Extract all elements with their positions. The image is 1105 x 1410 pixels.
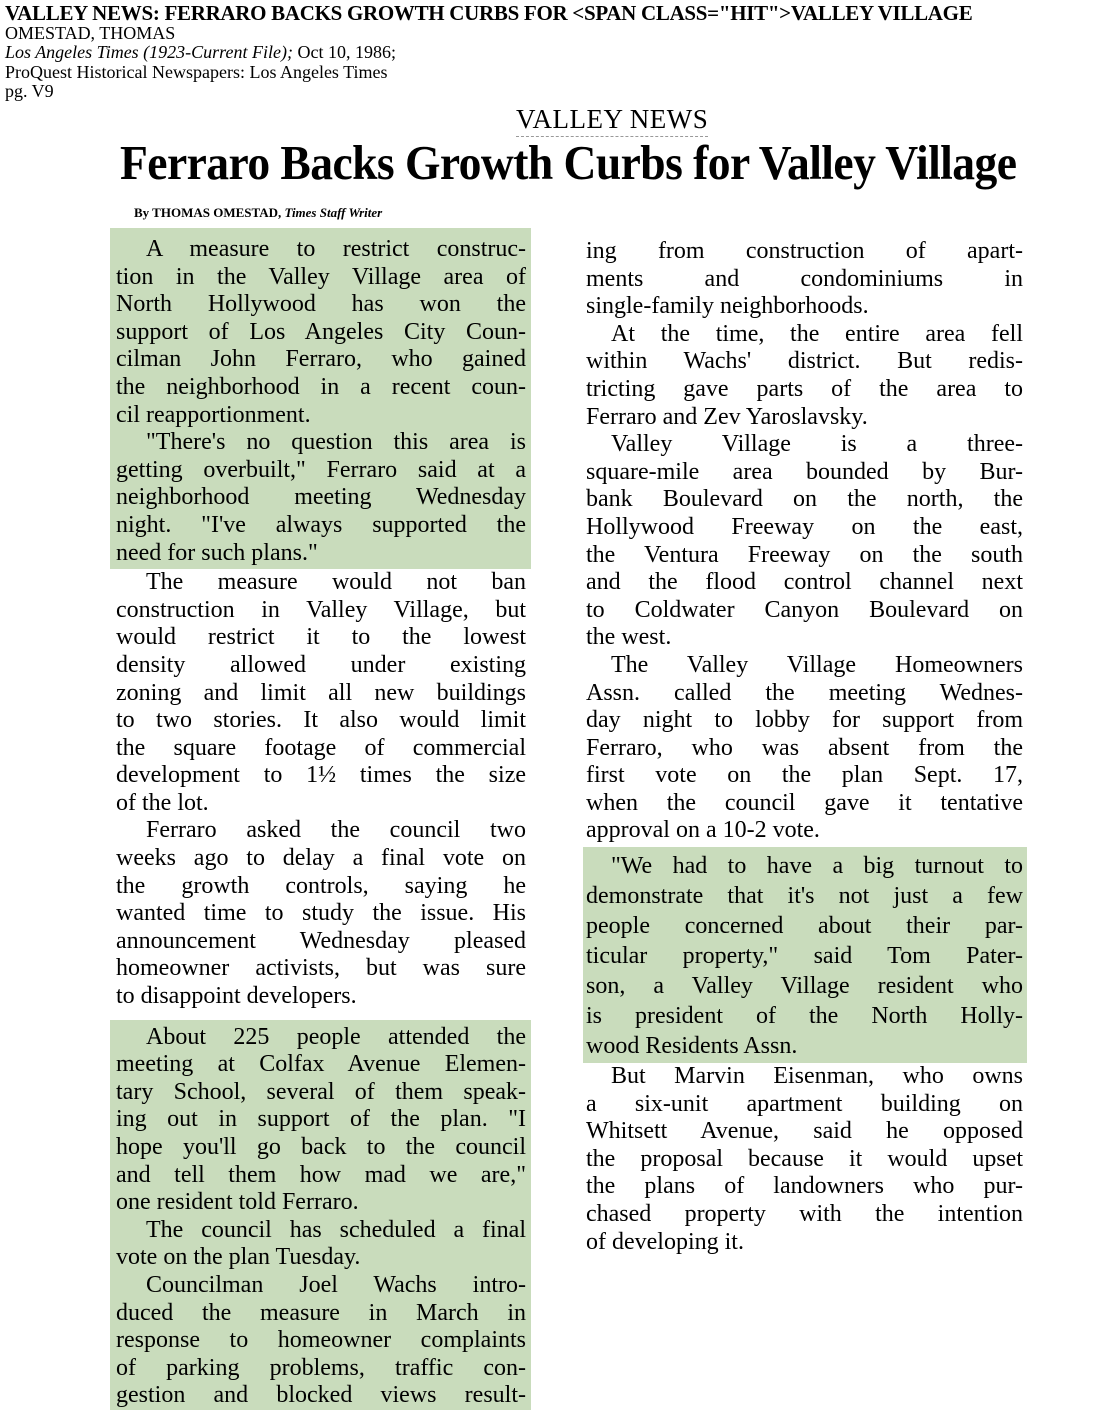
text-line: support of Los Angeles City Coun- [116, 318, 526, 345]
text-line: homeowner activists, but was sure [116, 955, 526, 982]
text-line: Ferraro and Zev Yaroslavsky. [586, 403, 868, 430]
paragraph [583, 851, 1027, 1061]
author: OMESTAD, THOMAS [5, 22, 176, 43]
text-line: tion in the Valley Village area of [116, 263, 526, 290]
text-line: tricting gave parts of the area to [586, 375, 1023, 402]
text-line: The council has scheduled a final [146, 1216, 526, 1243]
text-line: Hollywood Freeway on the east, [586, 513, 1023, 540]
text-line: the west. [586, 624, 672, 651]
text-line: The measure would not ban [146, 569, 526, 596]
text-line: when the council gave it tentative [586, 789, 1023, 816]
article-column-left [110, 228, 531, 1410]
text-line: of parking problems, traffic con- [116, 1354, 526, 1381]
text-line: A measure to restrict construc- [146, 236, 526, 262]
paragraph [583, 321, 1027, 431]
text-line: one resident told Ferraro. [116, 1189, 359, 1216]
document-title: VALLEY NEWS: FERRARO BACKS GROWTH CURBS FOR <SPAN CLASS="HIT">VALLEY VILLAGE [5, 1, 973, 25]
text-line: square-mile area bounded by Bur- [586, 458, 1023, 485]
text-line: Councilman Joel Wachs intro- [146, 1271, 526, 1298]
publication: Los Angeles Times (1923-Current File); [5, 42, 293, 62]
text-line: density allowed under existing [116, 651, 526, 678]
text-line: Whitsett Avenue, said he opposed [586, 1118, 1023, 1145]
text-line: The Valley Village Homeowners [611, 651, 1023, 678]
text-line: duced the measure in March in [116, 1299, 526, 1326]
byline [134, 205, 382, 221]
byline-name: By THOMAS OMESTAD, [134, 205, 282, 220]
text-line: bank Boulevard on the north, the [586, 486, 1023, 513]
text-line: and the flood control channel next [586, 569, 1023, 596]
text-line: "There's no question this area is [146, 429, 526, 456]
paragraph [110, 569, 531, 817]
text-line: day night to lobby for support from [586, 707, 1023, 734]
paragraph [110, 817, 531, 1010]
text-line: demonstrate that it's not just a few [586, 883, 1023, 910]
text-line: the proposal because it would upset [586, 1145, 1023, 1172]
text-line: ments and condominiums in [586, 265, 1023, 292]
headline: Ferraro Backs Growth Curbs for Valley Village [120, 135, 1017, 190]
paragraph [110, 236, 531, 429]
text-line: the Ventura Freeway on the south [586, 541, 1023, 568]
page-number: pg. V9 [5, 81, 54, 101]
text-line: need for such plans." [116, 539, 318, 566]
text-line: the square footage of commercial [116, 734, 526, 761]
text-line: hope you'll go back to the council [116, 1134, 526, 1160]
text-line: ing from construction of apart- [586, 238, 1023, 264]
text-line: of developing it. [586, 1228, 744, 1255]
text-line: the growth controls, saying he [116, 872, 526, 899]
text-line: the plans of landowners who pur- [586, 1173, 1023, 1200]
text-line: a six-unit apartment building on [586, 1090, 1023, 1117]
text-line: At the time, the entire area fell [611, 320, 1023, 347]
text-line: wood Residents Assn. [586, 1033, 798, 1060]
text-line: ticular property," said Tom Pater- [586, 943, 1023, 970]
highlighted-passage [110, 228, 531, 569]
text-line: son, a Valley Village resident who [586, 973, 1023, 1000]
text-line: to Coldwater Canyon Boulevard on [586, 596, 1023, 623]
date: Oct 10, 1986; [297, 42, 396, 62]
article-column-right [583, 238, 1027, 1256]
text-line: tary School, several of them speak- [116, 1078, 526, 1105]
text-line: approval on a 10-2 vote. [586, 817, 820, 844]
text-line: cilman John Ferraro, who gained [116, 346, 526, 373]
text-line: single-family neighborhoods. [586, 293, 869, 320]
paragraph [110, 1024, 531, 1217]
text-line: construction in Valley Village, but [116, 596, 526, 623]
paragraph [110, 1217, 531, 1272]
text-line: the neighborhood in a recent coun- [116, 373, 526, 400]
text-line: "We had to have a big turnout to [611, 853, 1023, 880]
text-line: gestion and blocked views result- [116, 1382, 526, 1409]
database: ProQuest Historical Newspapers: Los Angeles Times [5, 61, 388, 82]
text-line: response to homeowner complaints [116, 1327, 526, 1354]
text-line: would restrict it to the lowest [116, 624, 526, 651]
text-line: is president of the North Holly- [586, 1003, 1023, 1030]
paragraph [583, 238, 1027, 321]
byline-role: Times Staff Writer [284, 205, 383, 220]
publication-line [5, 43, 972, 63]
paragraph [110, 1272, 531, 1410]
text-line: cil reapportionment. [116, 401, 311, 428]
text-line: and tell them how mad we are," [116, 1161, 526, 1188]
text-line: to disappoint developers. [116, 983, 357, 1010]
text-line: zoning and limit all new buildings [116, 679, 526, 706]
text-line: Ferraro, who was absent from the [586, 734, 1023, 761]
text-line: development to 1½ times the size [116, 762, 526, 789]
highlighted-passage [583, 847, 1027, 1063]
paragraph [583, 431, 1027, 652]
text-line: to two stories. It also would limit [116, 707, 526, 734]
text-line: night. "I've always supported the [116, 511, 526, 538]
text-line: first vote on the plan Sept. 17, [586, 762, 1023, 789]
paragraph [110, 429, 531, 567]
text-line: North Hollywood has won the [116, 291, 526, 318]
text-line: Assn. called the meeting Wednes- [586, 679, 1023, 706]
text-line: Ferraro asked the council two [146, 817, 526, 844]
text-line: wanted time to study the issue. His [116, 900, 526, 927]
text-line: weeks ago to delay a final vote on [116, 845, 526, 872]
text-line: meeting at Colfax Avenue Elemen- [116, 1051, 526, 1078]
text-line: But Marvin Eisenman, who owns [611, 1063, 1023, 1090]
text-line: chased property with the intention [586, 1201, 1023, 1228]
citation-header [5, 1, 973, 102]
text-line: neighborhood meeting Wednesday [116, 484, 526, 511]
highlighted-passage [110, 1020, 531, 1410]
text-line: of the lot. [116, 789, 209, 816]
text-line: people concerned about their par- [586, 913, 1023, 940]
section-label: VALLEY NEWS [516, 104, 708, 137]
text-line: within Wachs' district. But redis- [586, 348, 1023, 375]
text-line: ing out in support of the plan. "I [116, 1106, 526, 1133]
text-line: getting overbuilt," Ferraro said at a [116, 456, 526, 483]
paragraph [583, 1063, 1027, 1256]
text-line: vote on the plan Tuesday. [116, 1244, 361, 1271]
text-line: announcement Wednesday pleased [116, 927, 526, 954]
text-line: Valley Village is a three- [611, 431, 1023, 458]
paragraph [583, 652, 1027, 845]
text-line: About 225 people attended the [146, 1023, 526, 1050]
